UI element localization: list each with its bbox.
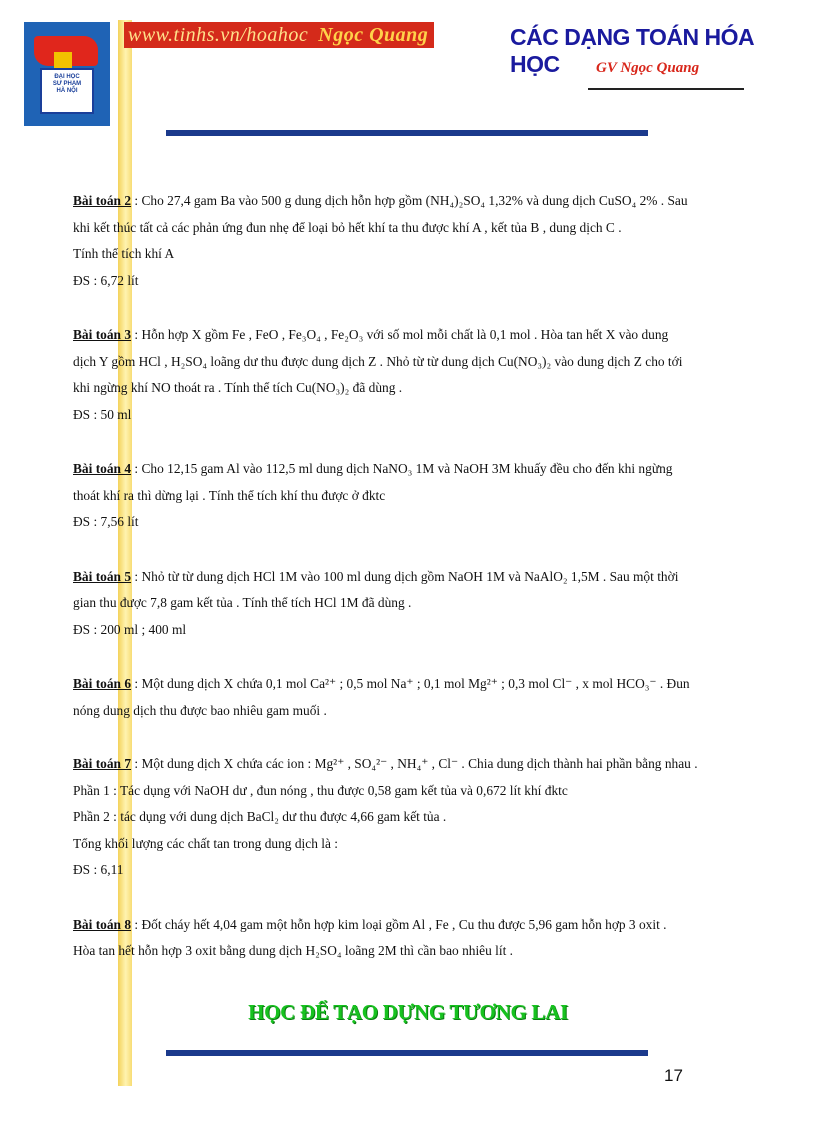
problem-line: thoát khí ra thì dừng lại . Tính thể tích khí thu được ở đktc (73, 487, 386, 503)
answer-line: ĐS : 50 ml (73, 406, 132, 422)
problem-line: Phần 1 : Tác dụng với NaOH dư , đun nóng , thu được 0,58 gam kết tủa và 0,672 lít khí đktc (73, 782, 568, 798)
problem-7 (73, 751, 745, 884)
problem-4 (73, 456, 745, 536)
problem-line: : Cho 27,4 gam Ba vào 500 g dung dịch hỗn hợp gồm (NH₄)₂SO₄ 1,32% và dung dịch CuSO₄ 2% . Sau (134, 193, 688, 208)
problem-line: : Hỗn hợp X gồm Fe , FeO , Fe₃O₄ , Fe₂O₃ với số mol mỗi chất là 0,1 mol . Hòa tan hết X vào dung (134, 327, 669, 342)
document-subtitle: GV Ngọc Quang (596, 60, 700, 76)
problem-line: nóng dung dịch thu được bao nhiêu gam muối . (73, 702, 327, 718)
answer-line: ĐS : 6,72 lít (73, 272, 139, 288)
problem-label: Bài toán 4 (73, 461, 132, 476)
page-number: 17 (664, 1066, 683, 1085)
problem-8 (73, 912, 745, 965)
problem-3 (73, 322, 745, 428)
book-icon (40, 68, 94, 114)
website-banner (124, 22, 434, 48)
problem-5 (73, 564, 745, 644)
header-divider (166, 130, 648, 136)
answer-line: ĐS : 7,56 lít (73, 514, 139, 529)
problem-label: Bài toán 2 (73, 193, 132, 208)
author-signature: Ngọc Quang (318, 24, 429, 46)
problem-line: : Một dung dịch X chứa 0,1 mol Ca²⁺ ; 0,5 mol Na⁺ ; 0,1 mol Mg²⁺ ; 0,3 mol Cl⁻ , x mol HCO₃⁻ . Đun (134, 676, 690, 691)
problem-list (73, 188, 745, 965)
problem-line: dịch Y gồm HCl , H₂SO₄ loãng dư thu được dung dịch Z . Nhỏ từ từ dung dịch Cu(NO₃)₂ vào dung dịch Z cho tới (73, 353, 683, 369)
problem-line: Tính thể tích khí A (73, 246, 175, 261)
university-logo (24, 22, 110, 126)
problem-line: : Cho 12,15 gam Al vào 112,5 ml dung dịch NaNO₃ 1M và NaOH 3M khuấy đều cho đến khi ngừng (134, 461, 673, 476)
problem-line: khi ngừng khí NO thoát ra . Tính thể tích Cu(NO₃)₂ đã dùng . (73, 380, 403, 395)
problem-label: Bài toán 6 (73, 676, 132, 691)
problem-line: Phần 2 : tác dụng với dung dịch BaCl₂ dư thu được 4,66 gam kết tủa . (73, 809, 447, 824)
title-underline (588, 88, 744, 90)
problem-line: Tổng khối lượng các chất tan trong dung dịch là : (73, 835, 338, 851)
problem-line: : Đốt cháy hết 4,04 gam một hỗn hợp kim loại gồm Al , Fe , Cu thu được 5,96 gam hỗn hợp 3 oxit . (134, 916, 667, 932)
problem-line: gian thu được 7,8 gam kết tủa . Tính thể tích HCl 1M đã dùng . (73, 595, 412, 610)
answer-line: ĐS : 200 ml ; 400 ml (73, 621, 187, 637)
document-title: CÁC DẠNG TOÁN HÓA HỌC (510, 24, 754, 77)
problem-2 (73, 188, 745, 294)
problem-label: Bài toán 5 (73, 568, 132, 584)
website-url: www.tinhs.vn/hoahoc (128, 24, 309, 46)
problem-line: Hòa tan hết hỗn hợp 3 oxit bằng dung dịch H₂SO₄ loãng 2M thì cần bao nhiêu lít . (73, 943, 514, 958)
problem-line: khi kết thúc tất cả các phản ứng đun nhẹ để loại bỏ hết khí ta thu được khí A , kết tủa B , dung dịch C . (73, 219, 622, 235)
logo-text: ĐẠI HỌC SƯ PHẠM HÀ NỘI (52, 74, 82, 94)
problem-6 (73, 671, 745, 724)
problem-line: : Một dung dịch X chứa các ion : Mg²⁺ , SO₄²⁻ , NH₄⁺ , Cl⁻ . Chia dung dịch thành hai phần bằng nhau . (134, 756, 698, 771)
problem-line: : Nhỏ từ từ dung dịch HCl 1M vào 100 ml dung dịch gồm NaOH 1M và NaAlO₂ 1,5M . Sau một thời (134, 568, 679, 584)
answer-line: ĐS : 6,11 (73, 862, 124, 877)
footer-divider (166, 1050, 648, 1056)
footer-slogan: HỌC ĐỂ TẠO DỰNG TƯƠNG LAI (248, 1000, 568, 1024)
problem-label: Bài toán 7 (73, 756, 132, 771)
problem-label: Bài toán 8 (73, 916, 132, 932)
problem-label: Bài toán 3 (73, 327, 132, 342)
